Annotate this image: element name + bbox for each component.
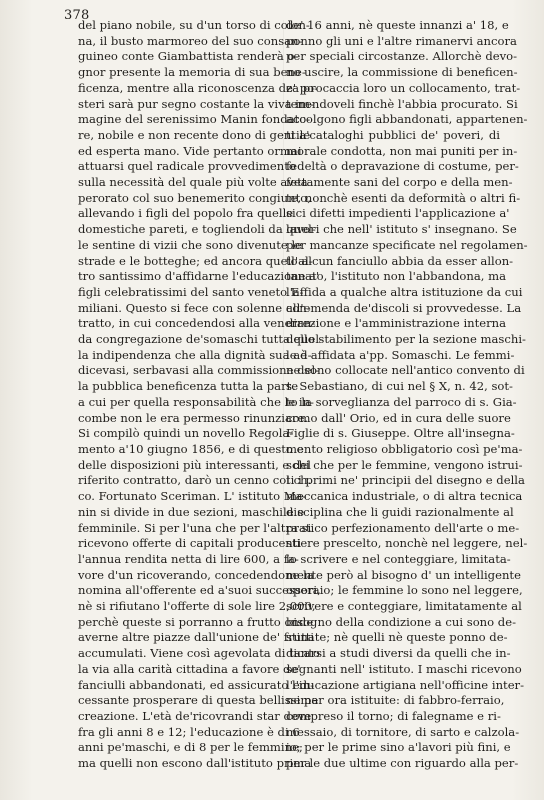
text-line: nomina all'offerente ed a'suoi successori,	[78, 583, 321, 598]
text-line: del piano nobile, su d'un torso di colon-	[78, 18, 310, 32]
text-line: mento religioso obbligatorio così pe'ma-	[286, 441, 523, 456]
text-line: s. Sebastiano, di cui nel § X, n. 42, sot-	[286, 379, 513, 394]
text-line: strade e le botteghe; ed ancora quell'al-	[78, 253, 313, 268]
text-line: tenendoveli finchè l'abbia procurato. Si	[286, 96, 518, 111]
text-line: la pubblica beneficenza tutta la parte	[78, 379, 299, 394]
text-line: per le due ultime con riguardo alla per-	[286, 756, 519, 771]
text-line: fettamente sani del corpo e della men-	[286, 175, 513, 190]
text-line: pratico perfezionamento dell'arte o me-	[286, 520, 520, 535]
text-line: a cui per quella responsabilità che le in-	[78, 394, 314, 409]
text-line: attuarsi quel radicale provvedimento	[78, 159, 296, 174]
text-line: le sentine di vizii che sono divenute le	[78, 237, 303, 252]
text-line: to la sorveglianza del parroco di s. Gia-	[286, 394, 517, 409]
text-line: ricevono offerte di capitali producenti	[78, 536, 302, 551]
text-line: ponno gli uni e l'altre rimanervi ancora	[286, 33, 517, 48]
text-line: stiere prescelto, nonchè nel leggere, nel-	[286, 536, 528, 551]
text-line: per speciali circostanze. Allorchè devo-	[286, 49, 518, 64]
text-line: combe non le era permesso rinunziare.	[78, 410, 309, 425]
text-line: domestiche pareti, e togliendoli da quel-	[78, 222, 316, 237]
text-line: direzione e l'amministrazione interna	[286, 316, 507, 331]
text-line: operaio; le femmine lo sono nel leggere,	[286, 583, 523, 598]
text-line: co. Fortunato Sceriman. L' istituto Ma-	[78, 489, 307, 504]
text-line: dicevasi, serbavasi alla commissione del-	[78, 363, 320, 378]
text-line: messaio, di tornitore, di sarto e calzola-	[286, 724, 520, 739]
text-line: l'educazione artigiana nell'officine inter-	[286, 677, 525, 692]
text-line: schi che per le femmine, vengono istrui-	[286, 457, 523, 472]
text-line: re, nobile e non recente dono di gentile	[78, 127, 311, 142]
text-line: como dall' Orio, ed in cura delle suore	[286, 410, 511, 425]
text-line: ma quelli non escono dall'istituto prima	[78, 756, 312, 771]
text-line: stinate; nè quelli nè queste ponno de-	[286, 630, 508, 645]
text-line: nin si divide in due sezioni, maschile e	[78, 504, 305, 519]
text-line: io; per le prime sino a'lavori più fini, e	[286, 740, 511, 755]
text-line: delle disposizioni più interessanti, e del	[78, 457, 311, 472]
text-line: za procaccia loro un collocamento, trat-	[286, 80, 521, 95]
text-line: Si compilò quindi un novello Regola-	[78, 426, 294, 441]
text-line: averne altre piazze dall'unione de' frutti	[78, 630, 315, 645]
text-line: da congregazione de'somaschi tutta quel-	[78, 332, 323, 347]
text-line: cessante prosperare di questa bellissima	[78, 693, 319, 708]
text-line: l'annua rendita netta di lire 600, a fa-	[78, 551, 299, 566]
text-line: compreso il torno; di falegname e ri-	[286, 708, 501, 723]
text-line: ne per ora istituite: di fabbro-ferraio,	[286, 693, 505, 708]
text-line: de' 16 anni, nè queste innanzi a' 18, e	[286, 18, 509, 32]
text-line: perorato col suo benemerito congiunto,	[78, 190, 311, 205]
text-line: perchè queste si porranno a frutto onde	[78, 614, 314, 629]
text-line: l'affida a qualche altra istituzione da cui	[286, 284, 523, 299]
text-line: morale condotta, non mai puniti per in-	[286, 143, 518, 158]
text-line: figli celebratissimi del santo veneto E-	[78, 284, 304, 299]
text-line: ne sono collocate nell'antico convento di	[286, 363, 525, 378]
text-line: scrivere e conteggiare, limitatamente al	[286, 599, 522, 614]
text-line: ficenza, mentre alla riconoscenza de' po-	[78, 80, 319, 95]
text-line: mento a'10 giugno 1856, e di questo e	[78, 441, 304, 456]
text-line: la via alla carità cittadina a favore de'	[78, 661, 301, 676]
text-line: lo scrivere e nel conteggiare, limitata-	[286, 551, 511, 566]
text-line: creazione. L'età de'ricovrandi star deve	[78, 708, 312, 723]
text-line: lavori che nell' istituto s' insegnano. Se	[286, 222, 517, 237]
text-line: segnanti nell' istituto. I maschi ricevono	[286, 661, 522, 676]
text-line: gnor presente la memoria di sua bene-	[78, 65, 306, 80]
text-line: steri sarà pur segno costante la viva im-	[78, 96, 314, 111]
text-line: Figlie di s. Giuseppe. Oltre all'insegna-	[286, 426, 515, 441]
text-line: magine del serenissimo Manin fondato-	[78, 112, 311, 127]
text-line: meccanica industriale, o di altra tecnica	[286, 489, 523, 504]
text-line: accolgono figli abbandonati, appartenen-	[286, 112, 528, 127]
text-line: nè si rifiutano l'offerte di sole lire 2,000,	[78, 599, 316, 614]
right-text-column	[286, 18, 528, 772]
text-line: per mancanze specificate nel regolamen-	[286, 237, 528, 252]
text-line: mente però al bisogno d' un intelligente	[286, 567, 521, 582]
text-line: fedeltà o depravazione di costume, per-	[286, 159, 519, 174]
text-line: vore d'un ricoverando, concedendone la	[78, 567, 314, 582]
text-line: fanciulli abbandonati, ed assicurato l'in-	[78, 677, 315, 692]
text-line: ti i primi ne' principii del disegno e della	[286, 473, 525, 488]
text-line: la indipendenza che alla dignità sua ad-	[78, 347, 312, 362]
text-line: sici difetti impedienti l'applicazione a'	[286, 206, 510, 221]
text-line: miliani. Questo si fece con solenne con-	[78, 300, 311, 315]
text-line: sulla necessità del quale più volte avea	[78, 175, 308, 190]
text-line: dello stabilimento per la sezione maschi-	[286, 332, 526, 347]
text-line: no uscire, la commissione di beneficen-	[286, 65, 518, 80]
text-line: bisogno della condizione a cui sono de-	[286, 614, 517, 629]
text-line: femminile. Si per l'una che per l'altra si	[78, 520, 312, 535]
text-line: tratto, in cui concedendosi alla veneran-	[78, 316, 316, 331]
text-line: na, il busto marmoreo del suo consan-	[78, 33, 303, 48]
left-text-column	[78, 18, 323, 772]
text-line: all'emenda de'discoli si provvedesse. La	[286, 300, 522, 315]
text-line: disciplina che li guidi razionalmente al	[286, 504, 514, 519]
text-line: le è affidata a'pp. Somaschi. Le femmi-	[286, 347, 515, 362]
text-line: anni pe'maschi, e di 8 per le femmine;	[78, 740, 303, 755]
text-line: tro santissimo d'affidarne l'educazione a'	[78, 269, 320, 284]
text-line: guineo conte Giambattista renderà o-	[78, 49, 299, 64]
text-line: riferito contratto, darò un cenno col ch.	[78, 473, 312, 488]
text-line: accumulati. Viene così agevolata di tanto	[78, 646, 320, 661]
text-line: ti a'cataloghi pubblici de' poveri, di	[286, 127, 500, 142]
page-number: 378	[64, 8, 90, 23]
text-line: dicarsi a studi diversi da quelli che in-	[286, 646, 511, 661]
text-line: tanato, l'istituto non l'abbandona, ma	[286, 269, 507, 284]
text-line: allevando i figli del popolo fra quelle	[78, 206, 294, 221]
text-line: to alcun fanciullo abbia da esser allon-	[286, 253, 514, 268]
text-line: te, nonchè esenti da deformità o altri fi-	[286, 190, 521, 205]
text-line: ed esperta mano. Vide pertanto ormai	[78, 143, 302, 158]
text-line: fra gli anni 8 e 12; l'educazione è di 6	[78, 724, 300, 739]
